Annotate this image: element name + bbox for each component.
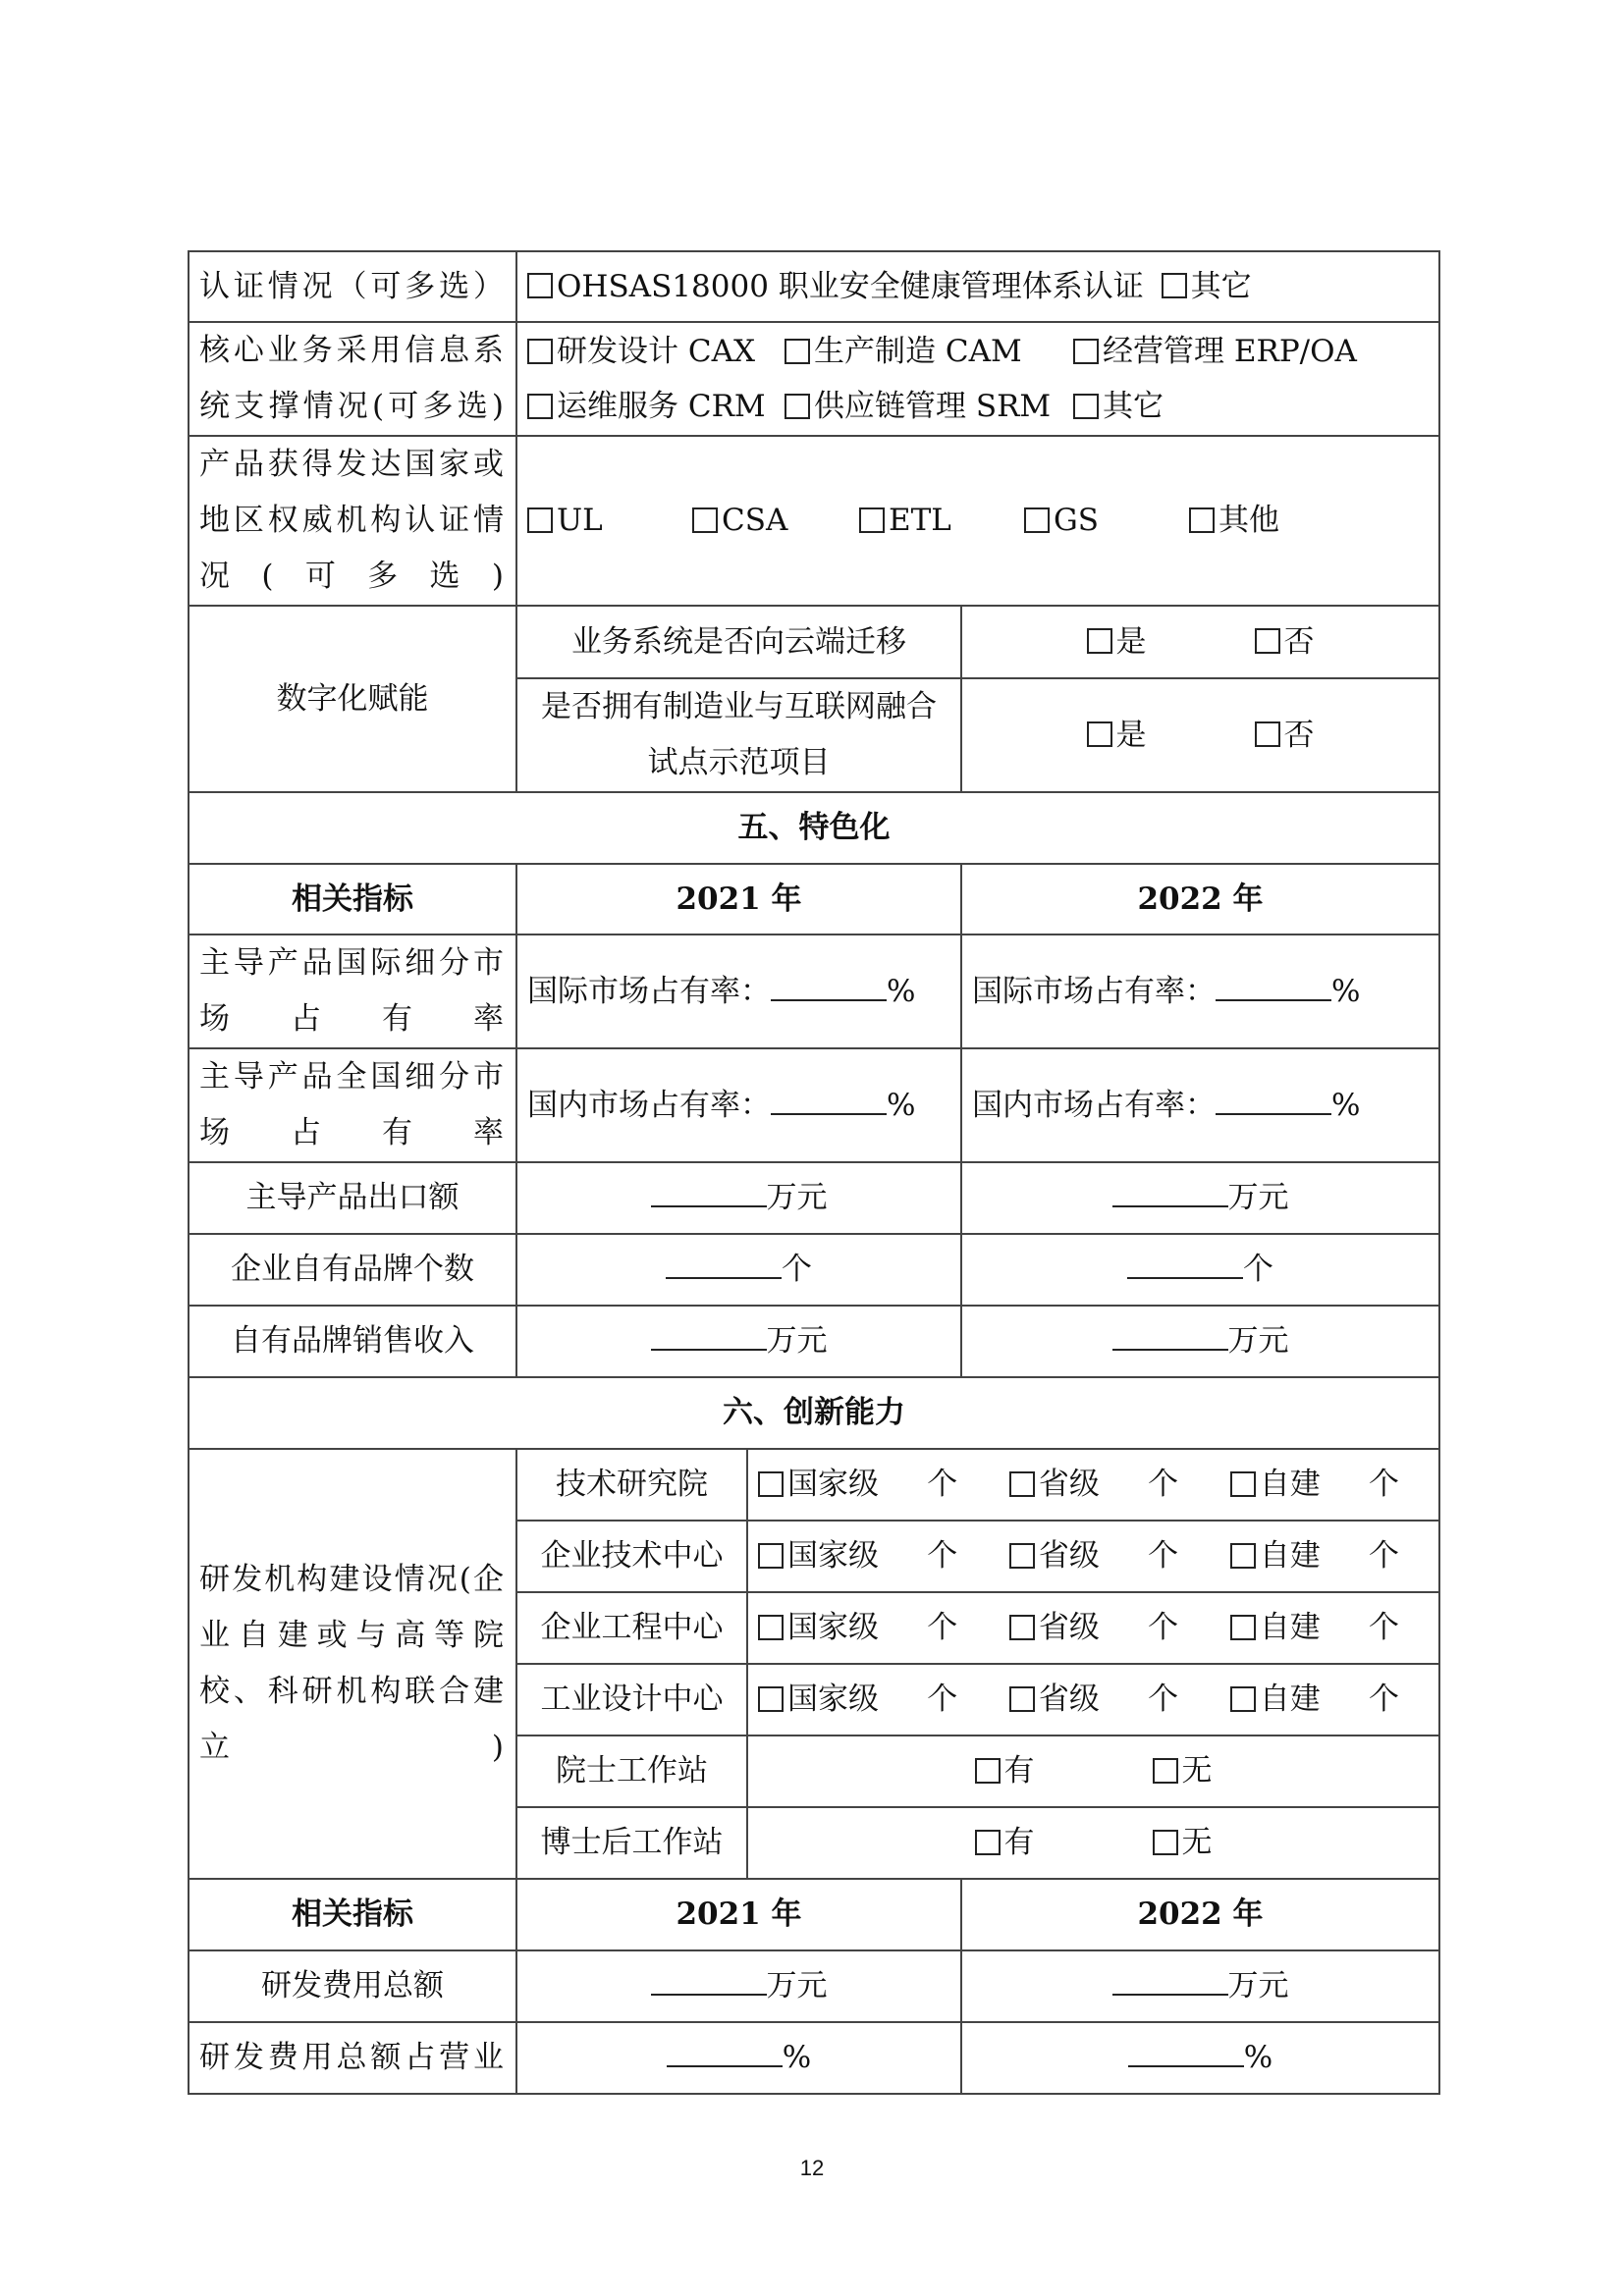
core-biz-r1-1: 生产制造 CAM [814, 334, 1022, 369]
blank-field[interactable] [651, 1970, 767, 1996]
postdoc-label: 博士后工作站 [516, 1807, 747, 1879]
postdoc-answer [747, 1807, 1439, 1879]
header-indicator: 相关指标 [189, 1879, 516, 1950]
percent-sign: % [1331, 973, 1361, 1009]
checkbox-icon[interactable] [1009, 1615, 1035, 1640]
blank-field[interactable] [651, 1182, 767, 1207]
checkbox-icon[interactable] [975, 1830, 1001, 1855]
header-2022: 2022 年 [961, 1879, 1439, 1950]
brand-revenue-2022 [961, 1306, 1439, 1377]
checkbox-icon[interactable] [1087, 721, 1112, 747]
prod-cert-4: 其他 [1218, 503, 1279, 538]
rd-total-label: 研发费用总额 [189, 1950, 516, 2022]
blank-field[interactable] [1216, 1090, 1331, 1115]
rd-inst-label: 研发机构建设情况(企业自建或与高等院校、科研机构联合建立) [189, 1449, 516, 1879]
percent-sign: % [887, 973, 916, 1009]
level-provincial: 省级 [1038, 1467, 1100, 1502]
checkbox-icon[interactable] [1255, 628, 1280, 654]
checkbox-icon[interactable] [785, 394, 810, 419]
unit-ge: 个 [927, 1538, 958, 1574]
core-biz-r2-0: 运维服务 CRM [557, 389, 766, 424]
rd-total-row [189, 1950, 1439, 2022]
header-2021: 2021 年 [516, 1879, 961, 1950]
checkbox-icon[interactable] [692, 507, 718, 533]
checkbox-icon[interactable] [1153, 1830, 1178, 1855]
level-national: 国家级 [787, 1610, 879, 1645]
level-self: 自建 [1259, 1682, 1321, 1717]
checkbox-icon[interactable] [1009, 1471, 1035, 1497]
rd-ratio-2021 [516, 2022, 961, 2094]
none-label: 无 [1181, 1825, 1213, 1860]
cert-options [516, 251, 1439, 322]
export-2022 [961, 1162, 1439, 1234]
core-biz-r2-2: 其它 [1103, 389, 1164, 424]
unit-ge: 个 [927, 1467, 958, 1502]
blank-field[interactable] [667, 2042, 783, 2067]
digital-label: 数字化赋能 [189, 606, 516, 792]
level-provincial: 省级 [1038, 1682, 1100, 1717]
rd-inst-name-3: 工业设计中心 [516, 1664, 747, 1735]
blank-field[interactable] [666, 1254, 782, 1279]
section5-title: 五、特色化 [189, 792, 1439, 864]
unit-ge: 个 [1148, 1610, 1179, 1645]
section6-title: 六、创新能力 [189, 1377, 1439, 1449]
domestic-share-label: 主导产品全国细分市场占有率 [189, 1048, 516, 1162]
unit-ge: 个 [927, 1682, 958, 1717]
section5-title-row [189, 792, 1439, 864]
blank-field[interactable] [1112, 1325, 1228, 1351]
brand-revenue-row [189, 1306, 1439, 1377]
checkbox-icon[interactable] [1255, 721, 1280, 747]
intl-share-label: 主导产品国际细分市场占有率 [189, 934, 516, 1048]
intl-share-2022 [961, 934, 1439, 1048]
digital-row-1 [189, 606, 1439, 678]
level-provincial: 省级 [1038, 1538, 1100, 1574]
prod-cert-row [189, 436, 1439, 606]
blank-field[interactable] [1127, 1254, 1243, 1279]
checkbox-icon[interactable] [758, 1615, 784, 1640]
checkbox-icon[interactable] [1230, 1615, 1256, 1640]
no-label: 否 [1283, 623, 1315, 660]
section6-title-row [189, 1377, 1439, 1449]
checkbox-icon[interactable] [1073, 339, 1099, 364]
no-label: 否 [1283, 717, 1315, 753]
rd-inst-row-0 [189, 1449, 1439, 1521]
prod-cert-0: UL [557, 503, 603, 538]
cert-opt1: OHSAS18000 职业安全健康管理体系认证 [557, 268, 1144, 304]
unit-ge: 个 [782, 1252, 812, 1287]
checkbox-icon[interactable] [1162, 273, 1187, 298]
brand-count-label: 企业自有品牌个数 [189, 1234, 516, 1306]
unit-ge: 个 [1369, 1682, 1399, 1717]
have-label: 有 [1003, 1753, 1035, 1789]
rd-inst-levels-1 [747, 1521, 1439, 1592]
header-2021: 2021 年 [516, 864, 961, 934]
checkbox-icon[interactable] [1024, 507, 1050, 533]
level-national: 国家级 [787, 1467, 879, 1502]
domestic-share-text: 国内市场占有率： [972, 1087, 1216, 1123]
digital-q1-answer [961, 606, 1439, 678]
unit-ge: 个 [1148, 1467, 1179, 1502]
checkbox-icon[interactable] [758, 1686, 784, 1712]
unit-wan: 万元 [766, 1323, 828, 1359]
academician-answer [747, 1735, 1439, 1807]
blank-field[interactable] [651, 1325, 767, 1351]
core-biz-r2-1: 供应链管理 SRM [814, 389, 1052, 424]
brand-count-2021 [516, 1234, 961, 1306]
blank-field[interactable] [771, 976, 887, 1001]
digital-q2-answer [961, 678, 1439, 792]
unit-ge: 个 [1369, 1467, 1399, 1502]
domestic-share-text: 国内市场占有率： [527, 1087, 771, 1123]
checkbox-icon[interactable] [527, 339, 553, 364]
checkbox-icon[interactable] [975, 1758, 1001, 1784]
application-form-table [188, 250, 1440, 2095]
rd-ratio-label: 研发费用总额占营业 [189, 2022, 516, 2094]
level-self: 自建 [1259, 1610, 1321, 1645]
prod-cert-label: 产品获得发达国家或地区权威机构认证情况(可多选) [189, 436, 516, 606]
digital-q2: 是否拥有制造业与互联网融合试点示范项目 [516, 678, 961, 792]
intl-share-2021 [516, 934, 961, 1048]
export-2021 [516, 1162, 961, 1234]
intl-share-row [189, 934, 1439, 1048]
checkbox-icon[interactable] [1230, 1543, 1256, 1569]
none-label: 无 [1181, 1753, 1213, 1789]
prod-cert-3: GS [1054, 503, 1100, 538]
core-biz-r1-0: 研发设计 CAX [557, 334, 756, 369]
checkbox-icon[interactable] [527, 273, 553, 298]
academician-label: 院士工作站 [516, 1735, 747, 1807]
checkbox-icon[interactable] [1009, 1543, 1035, 1569]
checkbox-icon[interactable] [1073, 394, 1099, 419]
unit-ge: 个 [927, 1610, 958, 1645]
rd-inst-name-1: 企业技术中心 [516, 1521, 747, 1592]
domestic-share-row [189, 1048, 1439, 1162]
checkbox-icon[interactable] [1009, 1686, 1035, 1712]
blank-field[interactable] [1128, 2042, 1244, 2067]
unit-ge: 个 [1243, 1252, 1273, 1287]
checkbox-icon[interactable] [758, 1543, 784, 1569]
percent-sign: % [782, 2040, 812, 2075]
blank-field[interactable] [771, 1090, 887, 1115]
domestic-share-2022 [961, 1048, 1439, 1162]
checkbox-icon[interactable] [1153, 1758, 1178, 1784]
unit-wan: 万元 [766, 1180, 828, 1215]
brand-revenue-label: 自有品牌销售收入 [189, 1306, 516, 1377]
core-biz-row [189, 322, 1439, 436]
checkbox-icon[interactable] [1230, 1471, 1256, 1497]
checkbox-icon[interactable] [527, 507, 553, 533]
level-national: 国家级 [787, 1538, 879, 1574]
percent-sign: % [1331, 1087, 1361, 1123]
export-row [189, 1162, 1439, 1234]
prod-cert-options [516, 436, 1439, 606]
rd-inst-levels-0 [747, 1449, 1439, 1521]
unit-ge: 个 [1369, 1610, 1399, 1645]
brand-count-2022 [961, 1234, 1439, 1306]
core-biz-options [516, 322, 1439, 436]
rd-inst-name-0: 技术研究院 [516, 1449, 747, 1521]
checkbox-icon[interactable] [527, 394, 553, 419]
percent-sign: % [887, 1087, 916, 1123]
core-biz-label: 核心业务采用信息系统支撑情况(可多选) [189, 322, 516, 436]
domestic-share-2021 [516, 1048, 961, 1162]
header-2022: 2022 年 [961, 864, 1439, 934]
blank-field[interactable] [1112, 1182, 1228, 1207]
yes-label: 是 [1115, 623, 1147, 660]
rd-total-2021 [516, 1950, 961, 2022]
level-self: 自建 [1259, 1538, 1321, 1574]
header-indicator: 相关指标 [189, 864, 516, 934]
percent-sign: % [1243, 2040, 1273, 2075]
prod-cert-1: CSA [722, 503, 788, 538]
unit-ge: 个 [1148, 1682, 1179, 1717]
export-label: 主导产品出口额 [189, 1162, 516, 1234]
blank-field[interactable] [1216, 976, 1331, 1001]
rd-inst-name-2: 企业工程中心 [516, 1592, 747, 1664]
blank-field[interactable] [1112, 1970, 1228, 1996]
level-national: 国家级 [787, 1682, 879, 1717]
cert-opt2: 其它 [1190, 268, 1252, 304]
digital-q1: 业务系统是否向云端迁移 [516, 606, 961, 678]
checkbox-icon[interactable] [1087, 628, 1112, 654]
section5-header-row [189, 864, 1439, 934]
brand-revenue-2021 [516, 1306, 961, 1377]
brand-count-row [189, 1234, 1439, 1306]
yes-label: 是 [1115, 717, 1147, 753]
prod-cert-2: ETL [889, 503, 951, 538]
rd-total-2022 [961, 1950, 1439, 2022]
checkbox-icon[interactable] [785, 339, 810, 364]
unit-ge: 个 [1369, 1538, 1399, 1574]
level-provincial: 省级 [1038, 1610, 1100, 1645]
checkbox-icon[interactable] [1230, 1686, 1256, 1712]
intl-share-text: 国际市场占有率： [972, 973, 1216, 1009]
core-biz-r1-2: 经营管理 ERP/OA [1103, 334, 1357, 369]
checkbox-icon[interactable] [859, 507, 885, 533]
unit-wan: 万元 [1227, 1180, 1289, 1215]
page-number: 12 [799, 2156, 825, 2180]
cert-label: 认证情况（可多选） [189, 251, 516, 322]
rd-inst-levels-3 [747, 1664, 1439, 1735]
rd-inst-levels-2 [747, 1592, 1439, 1664]
section6-header-row [189, 1879, 1439, 1950]
unit-ge: 个 [1148, 1538, 1179, 1574]
unit-wan: 万元 [766, 1968, 828, 2003]
rd-ratio-row [189, 2022, 1439, 2094]
checkbox-icon[interactable] [758, 1471, 784, 1497]
intl-share-text: 国际市场占有率： [527, 973, 771, 1009]
level-self: 自建 [1259, 1467, 1321, 1502]
have-label: 有 [1003, 1825, 1035, 1860]
unit-wan: 万元 [1227, 1323, 1289, 1359]
unit-wan: 万元 [1227, 1968, 1289, 2003]
checkbox-icon[interactable] [1189, 507, 1215, 533]
cert-row [189, 251, 1439, 322]
rd-ratio-2022 [961, 2022, 1439, 2094]
